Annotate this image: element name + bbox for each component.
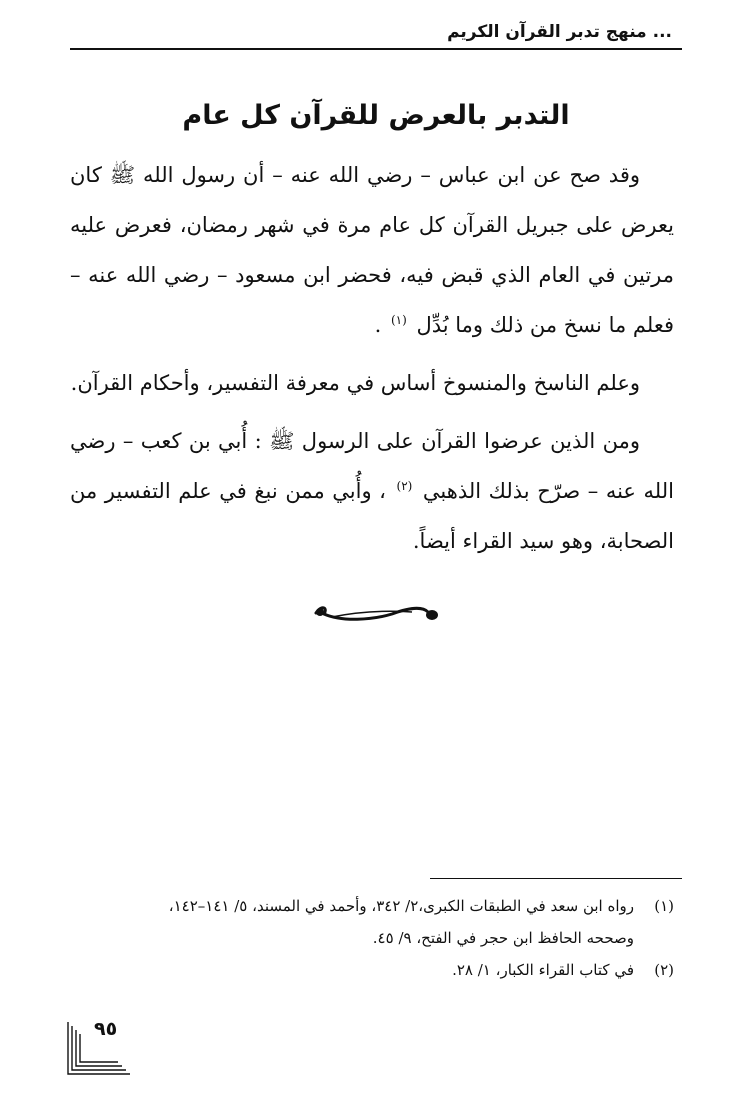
- footnote-2: [70, 954, 674, 986]
- paragraph-3: [70, 416, 674, 566]
- footnote-1-continuation: وصححه الحافظ ابن حجر في الفتح، ٩/ ٤٥.: [372, 929, 634, 947]
- footnote-ref-1[interactable]: (١): [390, 313, 407, 327]
- footnote-rule: [430, 878, 682, 879]
- body-text: [70, 150, 674, 574]
- footnotes: [70, 890, 674, 986]
- paragraph-2-text: وعلم الناسخ والمنسوخ أساس في معرفة التفسير، وأحكام القرآن.: [70, 371, 640, 395]
- paragraph-3-text-before: ومن الذين عرضوا القرآن على الرسول ﷺ : أُبي بن كعب – رضي الله عنه – صرّح بذلك الذهبي: [70, 429, 674, 503]
- paragraph-3-text-after: ، وأُبي ممن نبغ في علم التفسير من الصحابة، وهو سيد القراء أيضاً.: [70, 479, 674, 553]
- section-title: التدبر بالعرض للقرآن كل عام: [182, 100, 570, 131]
- header-rule: [70, 48, 682, 50]
- page-corner-ornament: [64, 1020, 134, 1078]
- footnote-2-number: (٢): [654, 961, 674, 979]
- footnote-1-line1: رواه ابن سعد في الطبقات الكبرى،٢/ ٣٤٢، وأحمد في المسند، ٥/ ١٤١–١٤٢،: [168, 897, 634, 915]
- paragraph-1-text: وقد صح عن ابن عباس – رضي الله عنه – أن رسول الله ﷺ كان يعرض على جبريل القرآن كل عام مرة في شهر رمضان، فعرض عليه مرتين في العام الذي قبض فيه، فحضر ابن مسعود – رضي الله عنه – فعلم ما نسخ من ذلك وما بُدِّل: [70, 163, 674, 337]
- section-end-ornament: [312, 600, 442, 626]
- page-number: ٩٥: [94, 1018, 118, 1040]
- footnote-2-line1: في كتاب القراء الكبار، ١/ ٢٨.: [452, 961, 634, 979]
- footnote-ref-2[interactable]: (٢): [396, 479, 413, 493]
- footnote-1-number: (١): [654, 897, 674, 915]
- paragraph-1: [70, 150, 674, 350]
- paragraph-1-end: .: [374, 313, 382, 337]
- paragraph-2: [70, 358, 674, 408]
- running-header: ... منهج تدبر القرآن الكريم: [447, 22, 672, 42]
- footnote-1: [70, 890, 674, 922]
